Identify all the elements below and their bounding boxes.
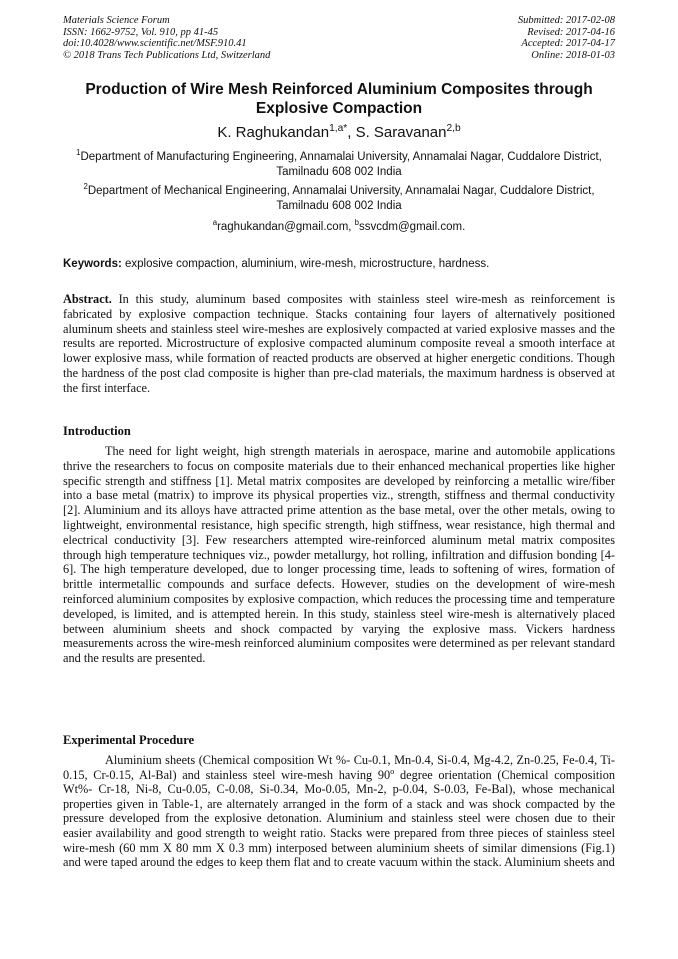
affiliation-text: Department of Manufacturing Engineering, Annamalai University, Annamalai Nagar, Cuddalore District, Tamilnadu 608 002 India bbox=[80, 151, 602, 178]
author-name: S. Saravanan bbox=[355, 124, 447, 141]
affiliation-mark: 2 bbox=[83, 182, 88, 192]
experimental-text-part2: degree orientation (Chemical composition Wt%- Cr-18, Ni-8, Cu-0.05, C-0.08, Si-0.34, Mo-0.05, Mn-2, p-0.04, S-0.03, Fe-Bal), whose mechanical properties given in Table-1, are alternately arranged in the form of a stack and was shock compacted by the pressure developed from the explosive detonation. Aluminium and stainless steel were chosen due to their easier availability and good strength to weight ratio. Stacks were prepared from three pieces of stainless steel wire-mesh (60 mm X 80 mm X 0.3 mm) interposed between aluminium sheets of similar dimensions (Fig.1) and were taped around the edges to keep them flat and to create vacuum within the stack. Aluminium sheets and bbox=[63, 767, 616, 870]
affiliation-mark: 1 bbox=[76, 148, 81, 158]
experimental-heading: Experimental Procedure bbox=[63, 733, 195, 747]
revised-date: Revised: 2017-04-16 bbox=[527, 26, 615, 38]
online-date: Online: 2018-01-03 bbox=[531, 49, 615, 61]
abstract-text: In this study, aluminum based composites with stainless steel wire-mesh as reinforcement is fabricated by explosive compaction technique. Stacks containing four layers of alternatively positioned aluminum sheets and stainless steel wire-meshes are explosively compacted at varied explosive masses and the results are reported. Microstructure of explosive compacted aluminum composite reveal a smooth interface at lower explosive mass, while formation of reacted products are observed at higher energetic conditions. Though the hardness of the post clad composite is higher than pre-clad materials, the maximum hardness is observed at the first interface. bbox=[63, 292, 615, 395]
author-affiliation-mark: 2,b bbox=[446, 123, 461, 134]
author-name: K. Raghukandan bbox=[217, 124, 330, 141]
introduction-heading: Introduction bbox=[63, 424, 131, 438]
degree-mark: o bbox=[390, 766, 395, 776]
copyright-line: © 2018 Trans Tech Publications Ltd, Switzerland bbox=[63, 49, 271, 61]
accepted-date: Accepted: 2017-04-17 bbox=[521, 38, 615, 49]
experimental-paragraph bbox=[63, 753, 615, 870]
email-a[interactable]: raghukandan@gmail.com, bbox=[217, 221, 355, 233]
abstract-label: Abstract. bbox=[63, 292, 112, 306]
dates-info bbox=[518, 15, 615, 61]
author-separator: , bbox=[347, 124, 356, 141]
submitted-date: Submitted: 2017-02-08 bbox=[517, 15, 615, 26]
journal-info bbox=[63, 15, 270, 61]
affiliation-1 bbox=[63, 150, 615, 180]
doi-line: doi:10.4028/www.scientific.net/MSF.910.41 bbox=[63, 38, 247, 49]
issn-line: ISSN: 1662-9752, Vol. 910, pp 41-45 bbox=[63, 26, 219, 38]
paper-title: Production of Wire Mesh Reinforced Aluminium Composites through Explosive Compaction bbox=[85, 81, 593, 117]
keywords bbox=[63, 257, 615, 272]
email-mark: a bbox=[212, 218, 218, 228]
introduction-paragraph: The need for light weight, high strength materials in aerospace, marine and automobile applications thrive the researchers to focus on composite materials due to their enhanced mechanical properties like higher specific strength and stiffness [1]. Metal matrix composites are developed by reinforcing a metallic wire/fiber into a base metal (matrix) to improve its physical properties viz., strength, stiffness and thermal conductivity [2]. Aluminium and its alloys have attracted prime attention as the base metal, over the other metals, owing to lightweight, environmental resistance, high specific strength, high stiffness, wear resistance, high thermal and electrical conductivity [3]. Few researchers attempted wire-reinforced aluminum metal matrix composites through high temperature techniques viz., powder metallurgy, hot rolling, infiltration and diffusion bonding [4-6]. The high temperature developed, due to longer processing time, leads to softening of wires, formation of brittle intermetallic compounds and surface defects. However, studies on the development of wire-mesh reinforced aluminium composites by explosive compaction, which reduces the processing time and temperature developed, is limited, and is attempted herein. In this study, stainless steel wire-mesh is alternatively placed between aluminium sheets and shock compacted by varying the explosive mass. Vickers hardness measurements across the wire-mesh reinforced aluminium composites were determined as per relevant standard and the results are presented. bbox=[63, 444, 615, 666]
affiliation-text: Department of Mechanical Engineering, Annamalai University, Annamalai Nagar, Cuddalore District, Tamilnadu 608 002 India bbox=[87, 185, 595, 212]
author-affiliation-mark: 1,a* bbox=[329, 123, 348, 134]
abstract bbox=[63, 292, 615, 396]
email-b[interactable]: ssvcdm@gmail.com. bbox=[359, 221, 466, 233]
experimental-text-part1: Aluminium sheets (Chemical composition Wt %- Cu-0.1, Mn-0.4, Si-0.4, Mg-4.2, Zn-0.25, Fe-0.4, Ti-0.15, Cr-0.15, Al-Bal) and stainless steel wire-mesh having 90 bbox=[63, 753, 615, 782]
keywords-label: Keywords: bbox=[63, 258, 122, 270]
author-emails bbox=[63, 220, 615, 235]
email-mark: b bbox=[354, 218, 360, 228]
keywords-text: explosive compaction, aluminium, wire-mesh, microstructure, hardness. bbox=[121, 258, 490, 270]
affiliation-2 bbox=[63, 184, 615, 214]
journal-name: Materials Science Forum bbox=[63, 15, 170, 26]
author-list bbox=[63, 124, 615, 142]
